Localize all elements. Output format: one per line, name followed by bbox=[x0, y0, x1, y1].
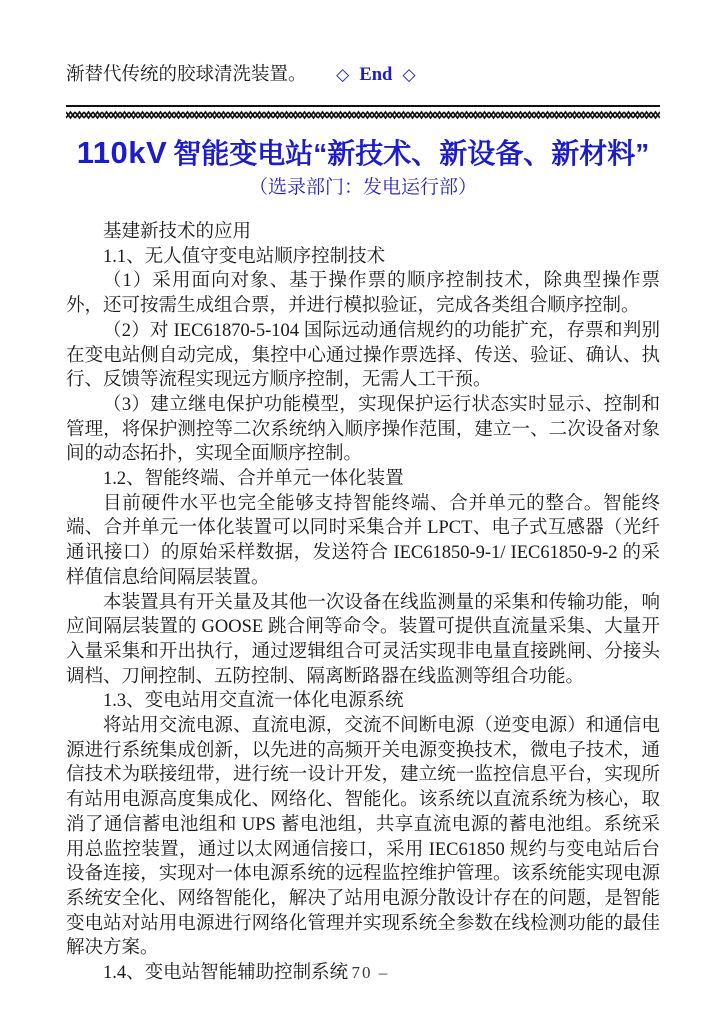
title-main-text: 智能变电站“新技术、新设备、新材料” bbox=[173, 138, 650, 169]
previous-article-ending bbox=[66, 62, 660, 88]
diamond-icon: ◇ bbox=[402, 65, 416, 84]
article-body bbox=[66, 220, 660, 986]
paragraph: 1.2、智能终端、合并单元一体化装置 bbox=[103, 469, 404, 490]
section-divider bbox=[66, 105, 660, 120]
article-title bbox=[66, 133, 660, 173]
end-label: End bbox=[359, 65, 393, 85]
paragraph: 1.4、变电站智能辅助控制系统 bbox=[103, 963, 349, 984]
page-number: – 70 – bbox=[334, 963, 390, 982]
paragraph: 1.1、无人值守变电站顺序控制技术 bbox=[103, 246, 386, 267]
paragraph: 本装置具有开关量及其他一次设备在线监测量的采集和传输功能，响应间隔层装置的 GOOSE 跳合闸等命令。装置可提供直流量采集、大量开入量采集和开出执行，通过逻辑组合可灵活实现非电量直接跳闸、分接头调档、刀闸控制、五防控制、隔离断路器在线监测等组合功能。 bbox=[66, 592, 660, 687]
paragraph: 将站用交流电源、直流电源，交流不间断电源（逆变电源）和通信电源进行系统集成创新，以先进的高频开关电源变换技术，微电子技术，通信技术为联接纽带，进行统一设计开发，建立统一监控信息平台，实现所有站用电源高度集成化、网络化、智能化。该系统以直流系统为核心，取消了通信蓄电池组和 UPS 蓄电池组，共享直流电源的蓄电池组。系统采用总监控装置，通过以太网通信接口，采用 IEC61850 规约与变电站后台设备连接，实现对一体电源系统的远程监控维护管理。该系统能实现电源系统安全化、网络智能化，解决了站用电源分散设计存在的问题，是智能变电站对站用电源进行网络化管理并实现系统全参数在线检测功能的最佳解决方案。 bbox=[66, 716, 660, 959]
paragraph: （3）建立继电保护功能模型，实现保护运行状态实时显示、控制和管理，将保护测控等二次系统纳入顺序操作范围，建立一、二次设备对象间的动态拓扑，实现全面顺序控制。 bbox=[66, 394, 660, 465]
divider-rule bbox=[66, 105, 660, 107]
paragraph: （1）采用面向对象、基于操作票的顺序控制技术，除典型操作票外，还可按需生成组合票，并进行模拟验证，完成各类组合顺序控制。 bbox=[66, 271, 660, 317]
diamond-icon: ◇ bbox=[336, 65, 350, 84]
paragraph: 基建新技术的应用 bbox=[103, 222, 252, 242]
ending-text: 渐替代传统的胶球清洗装置。 bbox=[66, 65, 307, 85]
end-marker bbox=[336, 65, 415, 85]
zigzag-border-icon bbox=[66, 110, 660, 120]
paragraph: （2）对 IEC61870-5-104 国际远动通信规约的功能扩充，存票和判别在变电站侧自动完成，集控中心通过操作票选择、传送、验证、确认、执行、反馈等流程实现远方顺序控制，无需人工干预。 bbox=[66, 320, 660, 391]
paragraph: 1.3、变电站用交直流一体化电源系统 bbox=[103, 691, 404, 712]
article-subtitle: （选录部门：发电运行部） bbox=[248, 177, 477, 198]
paragraph: 目前硬件水平也完全能够支持智能终端、合并单元的整合。智能终端、合并单元一体化装置可以同时采集合并 LPCT、电子式互感器（光纤通讯接口）的原始采样数据，发送符合 IEC61850-9-1/ IEC61850-9-2 的采样值信息给间隔层装置。 bbox=[66, 493, 660, 588]
title-voltage: 110kV bbox=[76, 135, 168, 170]
